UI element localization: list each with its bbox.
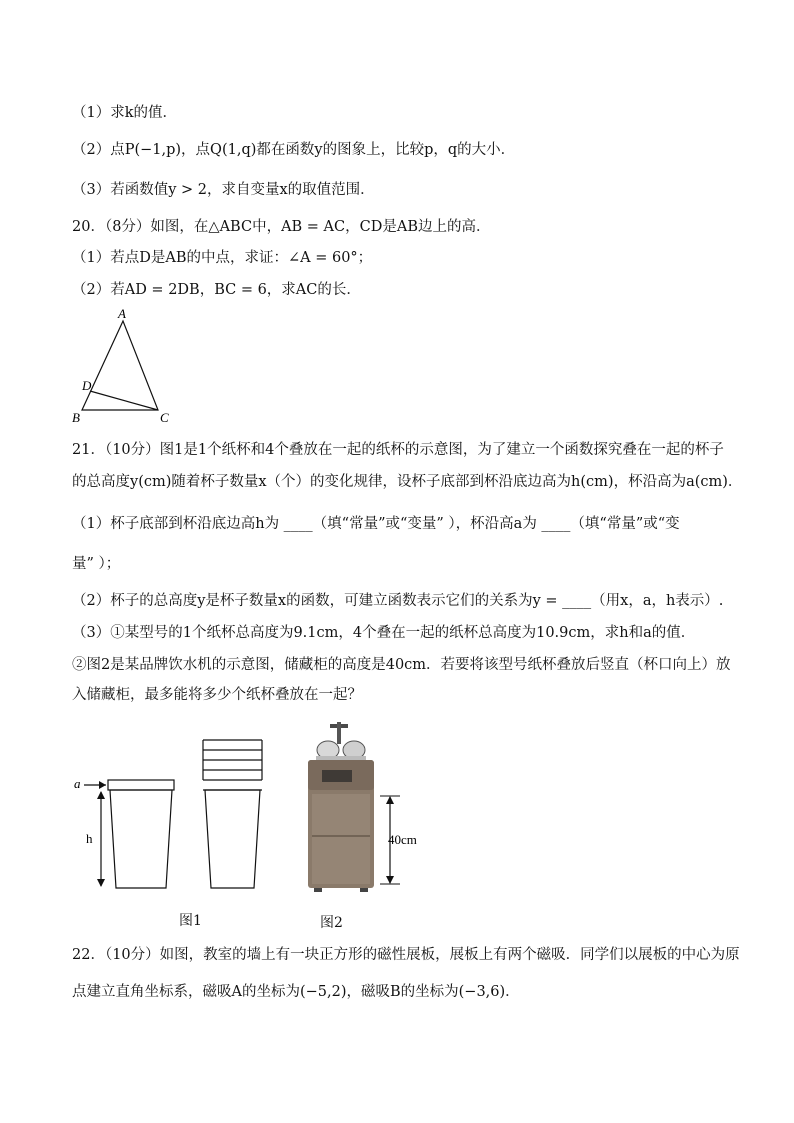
q22-stem-line2: 点建立直角坐标系，磁吸A的坐标为(−5,2)，磁吸B的坐标为(−3,6)． bbox=[72, 984, 520, 1000]
q19-part3: （3）若函数值y > 2，求自变量x的取值范围． bbox=[72, 182, 375, 198]
q20-part1: （1）若点D是AB的中点，求证：∠A = 60°； bbox=[72, 250, 373, 266]
triangle-abc-figure bbox=[68, 306, 188, 426]
q21-part1-line2: 量” ）； bbox=[72, 556, 121, 572]
q20-stem: 20．（8分）如图，在△ABC中，AB = AC，CD是AB边上的高． bbox=[72, 219, 491, 235]
q20-part2: （2）若AD = 2DB，BC = 6，求AC的长． bbox=[72, 282, 361, 298]
q21-part3-2-line2: 入储藏柜，最多能将多少个纸杯叠放在一起？ bbox=[72, 687, 362, 703]
vertex-d-label: D bbox=[82, 378, 92, 393]
q22-stem-line1: 22．（10分）如图，教室的墙上有一块正方形的磁性展板，展板上有两个磁吸．同学们以展板的中心为原 bbox=[72, 947, 740, 963]
q21-part2: （2）杯子的总高度y是杯子数量x的函数，可建立函数表示它们的关系为y = ____（用x，a，h表示）. bbox=[72, 593, 724, 609]
q21-part1-line1: （1）杯子底部到杯沿底边高h为 ____（填“常量”或“变量” ），杯沿高a为 ____（填“常量”或“变 bbox=[72, 516, 680, 532]
q21-part3-2-line1: ②图2是某品牌饮水机的示意图，储藏柜的高度是40cm．若要将该型号纸杯叠放后竖直（杯口向上）放 bbox=[72, 657, 731, 673]
vertex-b-label: B bbox=[72, 410, 80, 425]
q19-part1: （1）求k的值． bbox=[72, 105, 178, 121]
figure-2-water-dispenser bbox=[300, 718, 440, 908]
single-cup bbox=[108, 780, 174, 888]
height-40cm-label: 40cm bbox=[388, 832, 417, 847]
q21-stem-line1: 21．（10分）图1是1个纸杯和4个叠放在一起的纸杯的示意图，为了建立一个函数探究叠在一起的杯子 bbox=[72, 442, 724, 458]
vertex-a-label: A bbox=[118, 306, 126, 321]
kettles-icon bbox=[316, 722, 366, 760]
figure-2-caption: 图2 bbox=[320, 915, 343, 931]
figure-1-caption: 图1 bbox=[179, 913, 202, 929]
triangle-abc bbox=[82, 321, 158, 410]
altitude-cd bbox=[90, 391, 158, 410]
stacked-cups bbox=[203, 740, 262, 888]
vertex-c-label: C bbox=[160, 410, 169, 425]
h-label: h bbox=[86, 831, 93, 846]
q21-part3-1: （3）①某型号的1个纸杯总高度为9.1cm，4个叠在一起的纸杯总高度为10.9cm，求h和a的值． bbox=[72, 625, 696, 641]
q19-part2: （2）点P(−1,p)，点Q(1,q)都在函数y的图象上，比较p，q的大小． bbox=[72, 142, 516, 158]
a-label: a bbox=[74, 776, 81, 791]
q21-stem-line2: 的总高度y(cm)随着杯子数量x（个）的变化规律，设杯子底部到杯沿底边高为h(cm)，杯沿高为a(cm)． bbox=[72, 474, 743, 490]
figure-1-cups bbox=[68, 730, 278, 900]
